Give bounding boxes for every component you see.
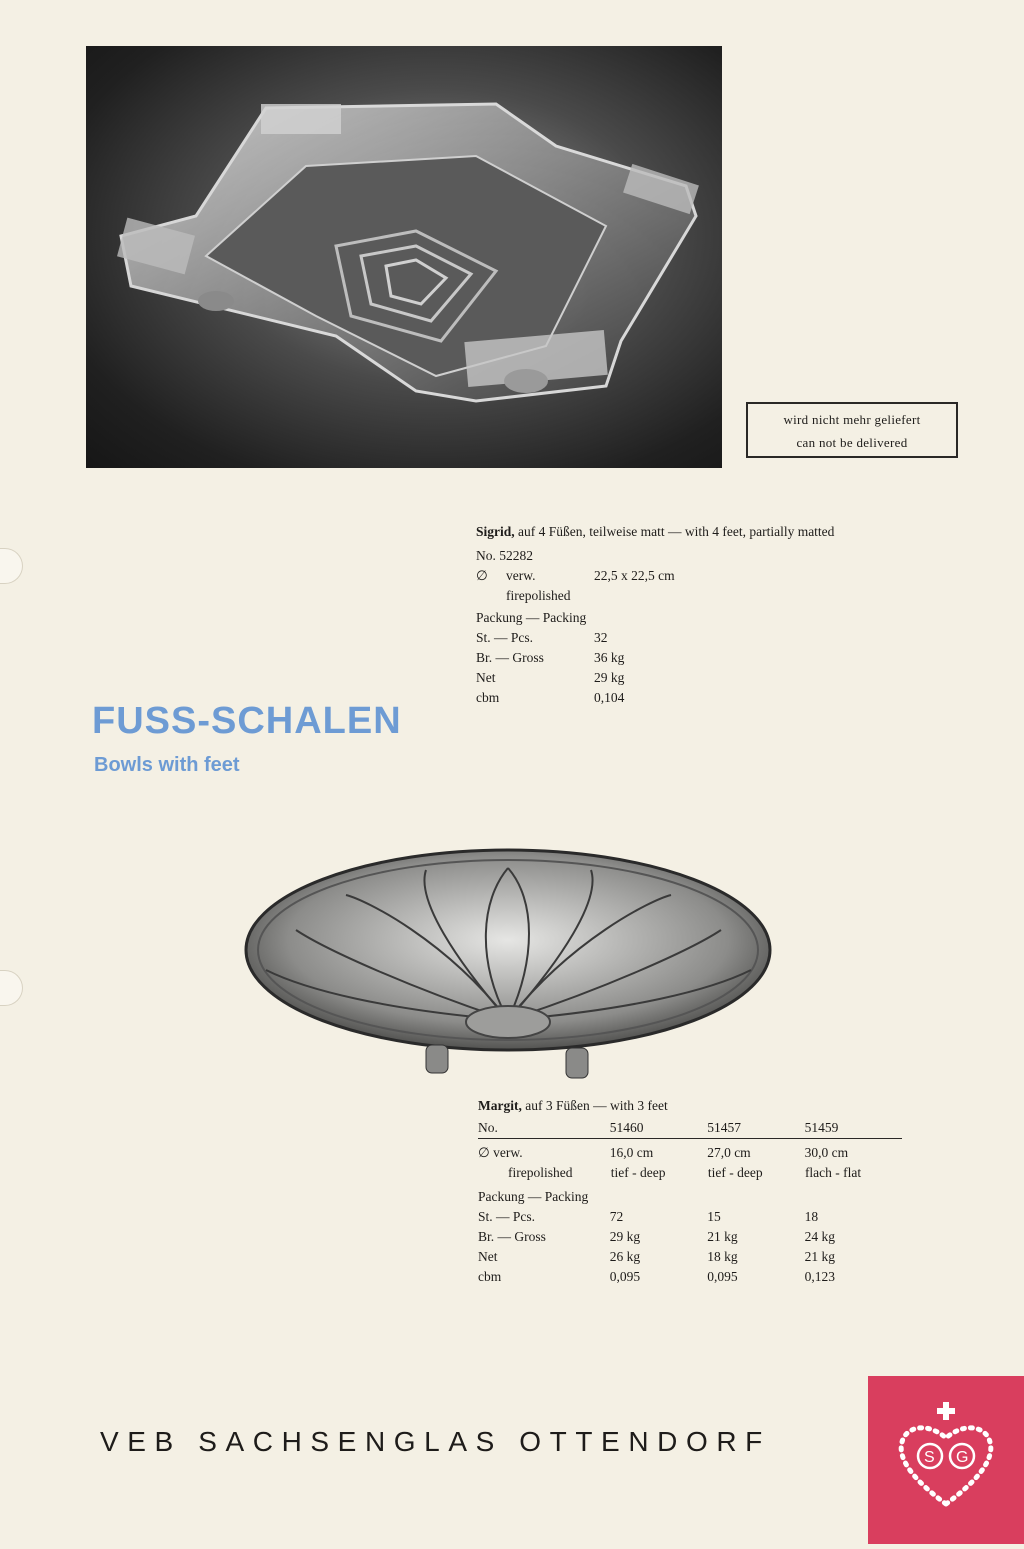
packing-row xyxy=(476,688,976,708)
product-depth: tief - deep xyxy=(610,1165,666,1180)
packing-label: Br. — Gross xyxy=(476,650,544,665)
packing-heading: Packung — Packing xyxy=(476,610,587,625)
logo-letter-s: S xyxy=(924,1449,935,1466)
depth-row xyxy=(478,1163,902,1183)
product-number: No. 52282 xyxy=(476,548,533,563)
packing-heading-text: Packung — Packing xyxy=(478,1189,589,1204)
packing-value: 21 kg xyxy=(707,1229,738,1244)
packing-value: 18 kg xyxy=(707,1249,738,1264)
packing-heading xyxy=(478,1187,902,1207)
diameter-icon: ∅ xyxy=(476,568,488,583)
section-subtitle: Bowls with feet xyxy=(94,754,240,776)
product-number: 51460 xyxy=(609,1120,644,1135)
packing-label: Br. — Gross xyxy=(478,1229,546,1244)
product-size: 22,5 x 22,5 cm xyxy=(594,568,675,583)
packing-value: 29 kg xyxy=(609,1229,641,1244)
packing-value: 15 xyxy=(707,1209,721,1224)
packing-row xyxy=(478,1207,902,1227)
sigrid-spec xyxy=(476,522,976,708)
packing-value: 0,123 xyxy=(804,1269,835,1284)
section-title: FUSS-SCHALEN xyxy=(92,700,402,742)
notice-line-en: can not be delivered xyxy=(796,435,908,450)
product-size: 27,0 cm xyxy=(707,1145,751,1160)
binder-hole-bottom xyxy=(0,970,23,1006)
packing-value: 24 kg xyxy=(804,1229,835,1244)
logo-letter-g: G xyxy=(956,1449,969,1466)
packing-label: St. — Pcs. xyxy=(478,1209,536,1224)
packing-row xyxy=(476,648,976,668)
product-size: 30,0 cm xyxy=(804,1145,849,1160)
packing-row xyxy=(476,668,976,688)
number-row xyxy=(478,1118,902,1139)
packing-label: Net xyxy=(476,670,496,685)
notice-line-de: wird nicht mehr geliefert xyxy=(783,412,921,427)
packing-label: Net xyxy=(478,1249,498,1264)
product-size: 16,0 cm xyxy=(609,1145,654,1160)
packing-value: 0,095 xyxy=(609,1269,641,1284)
number-label: No. xyxy=(478,1120,498,1135)
packing-value: 0,095 xyxy=(707,1269,738,1284)
finish-en: firepolished xyxy=(508,1165,573,1180)
packing-label: cbm xyxy=(476,690,500,705)
packing-value: 29 kg xyxy=(594,670,625,685)
packing-value: 32 xyxy=(594,630,608,645)
packing-value: 18 xyxy=(804,1209,819,1224)
sigrid-heading xyxy=(476,522,976,542)
product-depth: tief - deep xyxy=(707,1165,763,1180)
product-number: 51459 xyxy=(804,1120,839,1135)
packing-label: St. — Pcs. xyxy=(476,630,534,645)
product-description: auf 3 Füßen — with 3 feet xyxy=(521,1098,668,1113)
sigrid-bowl-photo xyxy=(86,46,722,468)
packing-row xyxy=(478,1247,902,1267)
discontinued-notice xyxy=(746,402,958,458)
size-row xyxy=(478,1143,902,1163)
binder-hole-top xyxy=(0,548,23,584)
sg-heart-logo xyxy=(868,1376,1024,1544)
product-number: 51457 xyxy=(707,1120,741,1135)
finish-de: verw. xyxy=(506,568,536,583)
packing-row xyxy=(478,1267,902,1287)
packing-value: 26 kg xyxy=(609,1249,641,1264)
diameter-label: ∅ verw. xyxy=(478,1145,523,1160)
product-description: auf 4 Füßen, teilweise matt — with 4 feet, partially matted xyxy=(514,524,835,539)
product-name: Margit, xyxy=(478,1098,522,1113)
packing-value: 36 kg xyxy=(594,650,625,665)
margit-spec xyxy=(478,1096,902,1287)
packing-value: 21 kg xyxy=(804,1249,835,1264)
diameter-row xyxy=(476,566,976,586)
margit-bowl-photo xyxy=(236,840,782,1090)
company-name: VEB SACHSENGLAS OTTENDORF xyxy=(100,1426,771,1457)
finish-en: firepolished xyxy=(506,588,571,603)
packing-value: 0,104 xyxy=(594,690,625,705)
packing-label: cbm xyxy=(478,1269,502,1284)
brand-logo-box xyxy=(868,1376,1024,1544)
packing-row xyxy=(476,628,976,648)
packing-value: 72 xyxy=(609,1209,624,1224)
margit-heading xyxy=(478,1096,902,1116)
product-name: Sigrid, xyxy=(476,524,515,539)
packing-row xyxy=(478,1227,902,1247)
product-depth: flach - flat xyxy=(804,1165,862,1180)
